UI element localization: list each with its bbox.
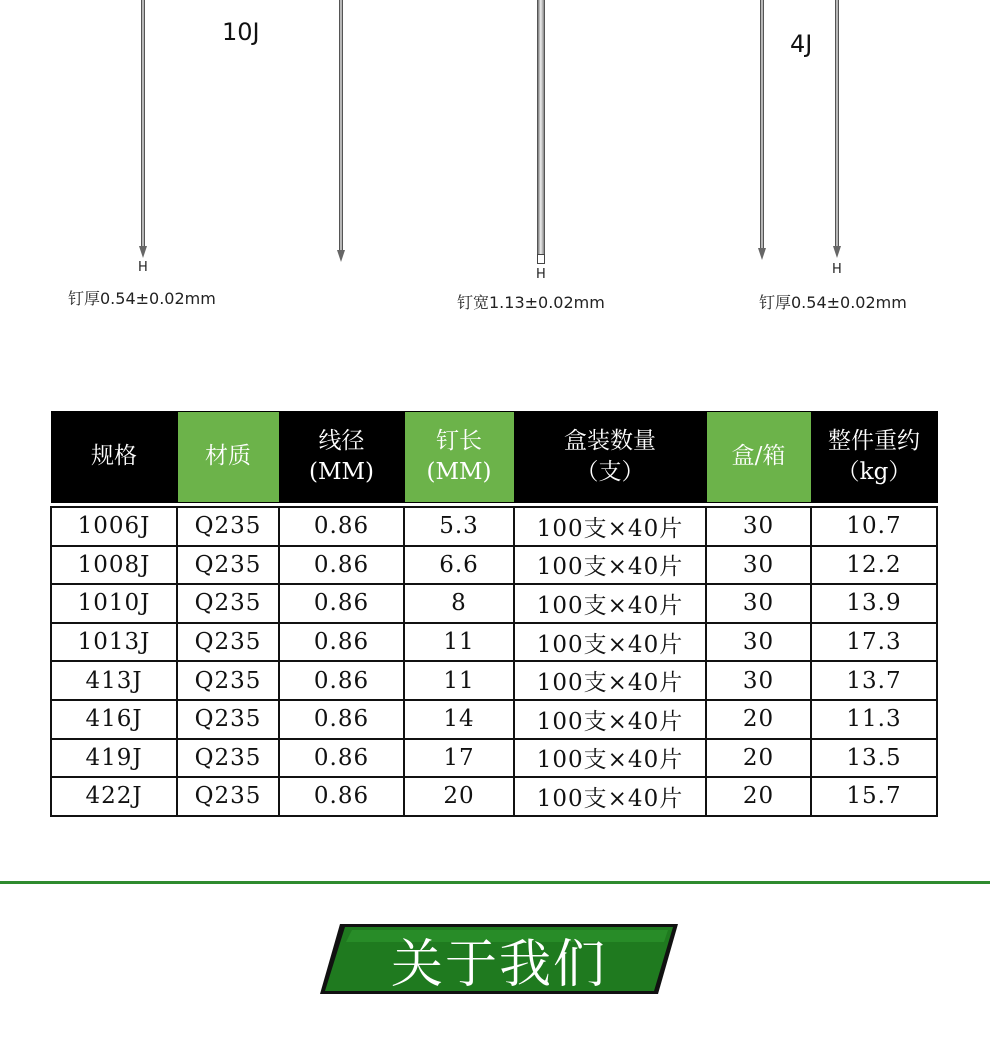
nail-middle — [537, 0, 545, 254]
cell-nail-length: 11 — [404, 661, 514, 700]
cell-spec: 413J — [51, 661, 177, 700]
cell-box-quantity: 100支×40片 — [514, 661, 706, 700]
cell-case-weight: 15.7 — [811, 777, 937, 816]
cell-wire-diameter: 0.86 — [279, 777, 404, 816]
cell-material: Q235 — [177, 739, 279, 778]
cell-material: Q235 — [177, 700, 279, 739]
cell-spec: 419J — [51, 739, 177, 778]
cell-wire-diameter: 0.86 — [279, 700, 404, 739]
cell-wire-diameter: 0.86 — [279, 546, 404, 585]
cell-material: Q235 — [177, 661, 279, 700]
cell-box-quantity: 100支×40片 — [514, 739, 706, 778]
cell-boxes-per-case: 30 — [706, 546, 811, 585]
cell-case-weight: 12.2 — [811, 546, 937, 585]
cell-wire-diameter: 0.86 — [279, 661, 404, 700]
cell-spec: 1013J — [51, 623, 177, 662]
caption-right-thickness: 钉厚0.54±0.02mm — [759, 293, 907, 312]
thickness-marker-left: H — [138, 260, 148, 275]
width-marker-middle: H — [536, 267, 546, 282]
table-header-row — [51, 412, 937, 503]
cell-case-weight: 17.3 — [811, 623, 937, 662]
header-boxes-per-case: 盒/箱 — [706, 412, 811, 503]
cell-material: Q235 — [177, 623, 279, 662]
cell-case-weight: 13.5 — [811, 739, 937, 778]
nail-tip-left-2 — [337, 250, 345, 262]
cell-boxes-per-case: 20 — [706, 777, 811, 816]
cell-nail-length: 14 — [404, 700, 514, 739]
group-label-10j: 10J — [222, 18, 260, 46]
nail-left-1 — [141, 0, 145, 246]
cell-material: Q235 — [177, 584, 279, 623]
table-row — [51, 661, 937, 700]
cell-spec: 416J — [51, 700, 177, 739]
nail-tip-right-2 — [833, 246, 841, 258]
section-divider — [0, 881, 990, 884]
cell-spec: 422J — [51, 777, 177, 816]
cell-case-weight: 13.9 — [811, 584, 937, 623]
table-row — [51, 507, 937, 546]
cell-wire-diameter: 0.86 — [279, 623, 404, 662]
cell-box-quantity: 100支×40片 — [514, 777, 706, 816]
table-row — [51, 739, 937, 778]
table-row — [51, 623, 937, 662]
cell-case-weight: 10.7 — [811, 507, 937, 546]
cell-box-quantity: 100支×40片 — [514, 546, 706, 585]
header-spec: 规格 — [51, 412, 177, 503]
cell-boxes-per-case: 30 — [706, 584, 811, 623]
cell-boxes-per-case: 30 — [706, 661, 811, 700]
cell-material: Q235 — [177, 777, 279, 816]
cell-nail-length: 5.3 — [404, 507, 514, 546]
cell-case-weight: 13.7 — [811, 661, 937, 700]
cell-boxes-per-case: 30 — [706, 623, 811, 662]
cell-nail-length: 17 — [404, 739, 514, 778]
header-nail-length: 钉长 (MM) — [404, 412, 514, 503]
header-wire-diameter: 线径 (MM) — [279, 412, 404, 503]
table-row — [51, 584, 937, 623]
nail-tip-right-1 — [758, 248, 766, 260]
cell-box-quantity: 100支×40片 — [514, 584, 706, 623]
table-row — [51, 700, 937, 739]
cell-spec: 1006J — [51, 507, 177, 546]
header-material: 材质 — [177, 412, 279, 503]
cell-spec: 1008J — [51, 546, 177, 585]
header-box-quantity: 盒装数量 （支） — [514, 412, 706, 503]
cell-nail-length: 20 — [404, 777, 514, 816]
cell-box-quantity: 100支×40片 — [514, 623, 706, 662]
caption-left-thickness: 钉厚0.54±0.02mm — [68, 289, 216, 308]
cell-nail-length: 11 — [404, 623, 514, 662]
about-us-title: 关于我们 — [390, 934, 607, 995]
caption-middle-width: 钉宽1.13±0.02mm — [457, 293, 605, 312]
cell-spec: 1010J — [51, 584, 177, 623]
nail-middle-end — [537, 254, 545, 264]
table-row — [51, 777, 937, 816]
nail-tip-left-1 — [139, 246, 147, 258]
cell-wire-diameter: 0.86 — [279, 584, 404, 623]
cell-boxes-per-case: 20 — [706, 739, 811, 778]
cell-material: Q235 — [177, 507, 279, 546]
cell-wire-diameter: 0.86 — [279, 739, 404, 778]
cell-box-quantity: 100支×40片 — [514, 507, 706, 546]
cell-box-quantity: 100支×40片 — [514, 700, 706, 739]
cell-nail-length: 6.6 — [404, 546, 514, 585]
nail-right-1 — [760, 0, 764, 248]
header-case-weight: 整件重约 （kg） — [811, 412, 937, 503]
group-label-4j: 4J — [790, 30, 813, 58]
cell-case-weight: 11.3 — [811, 700, 937, 739]
cell-material: Q235 — [177, 546, 279, 585]
nail-left-2 — [339, 0, 343, 250]
cell-nail-length: 8 — [404, 584, 514, 623]
spec-table — [50, 411, 938, 817]
thickness-marker-right: H — [832, 262, 842, 277]
cell-boxes-per-case: 20 — [706, 700, 811, 739]
table-row — [51, 546, 937, 585]
cell-wire-diameter: 0.86 — [279, 507, 404, 546]
nail-right-2 — [835, 0, 839, 246]
cell-boxes-per-case: 30 — [706, 507, 811, 546]
